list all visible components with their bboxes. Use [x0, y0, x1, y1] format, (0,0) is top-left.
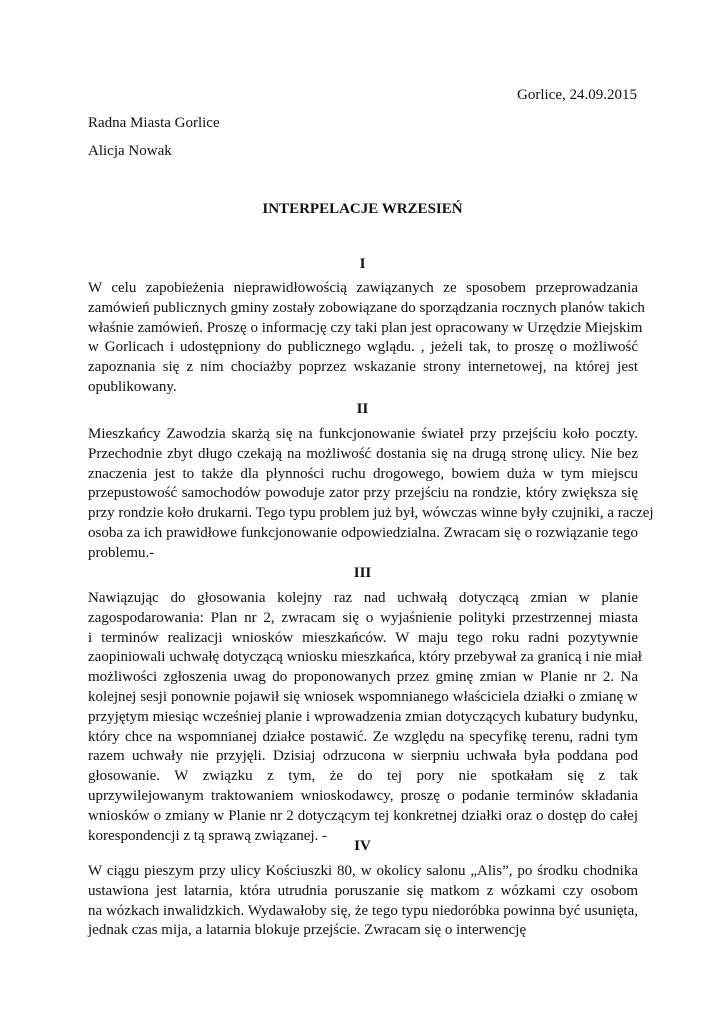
section-heading-4: IV — [354, 838, 371, 854]
author-name: Alicja Nowak — [88, 143, 172, 159]
paragraph-line: razem uchwały nie przyjęli. Dzisiaj odrzucona w sierpniu uchwała była poddana pod — [88, 748, 638, 765]
paragraph-line: Przechodnie zbyt długo czekają na możliwość dostania się na drugą stronę ulicy. Nie bez — [88, 445, 638, 462]
paragraph-line: osoba za ich prawidłowe funkcjonowanie odpowiedzialna. Zwracam się o rozwiązanie tego — [88, 524, 638, 541]
section-body-4 — [88, 862, 638, 941]
author-title: Radna Miasta Gorlice — [88, 115, 220, 131]
paragraph-line: jednak czas mija, a latarnia blokuje przejście. Zwracam się o interwencję — [88, 922, 527, 939]
paragraph-line: problemu.- — [88, 544, 155, 561]
paragraph-line: korespondencji z tą sprawą związanej. - — [88, 827, 328, 844]
paragraph-line: właśnie zamówień. Proszę o informację czy taki plan jest opracowany w Urzędzie Miejskim — [88, 319, 643, 336]
paragraph-line: i terminów realizacji wniosków mieszkańców. W maju tego roku radni pozytywnie — [88, 629, 638, 646]
paragraph-line: ustawiona jest latarnia, która utrudnia poruszanie się matkom z wózkami czy osobom — [88, 882, 638, 899]
paragraph-line: zagospodarowania: Plan nr 2, zwracam się o wyjaśnienie polityki przestrzennej miasta — [88, 609, 638, 626]
paragraph-line: przy rondzie koło drukarni. Tego typu problem już był, wówczas winne były czujniki, a raczej — [88, 505, 654, 522]
document-title: INTERPELACJE WRZESIEŃ — [262, 201, 463, 217]
paragraph-line: na wózkach inwalidzkich. Wydawałoby się, że tego typu niedoróbka powinna być usunięta, — [88, 902, 638, 919]
paragraph-line: W celu zapobieżenia nieprawidłowością zawiązanych ze sposobem przeprowadzania — [88, 280, 638, 296]
paragraph-line: kolejnej sesji ponownie pojawił się wniosek wspomnianego właściciela działki o zmianę w — [88, 688, 638, 705]
section-heading-3: III — [353, 565, 372, 581]
section-body-2 — [88, 425, 654, 564]
paragraph-line: przyjętym miesiąc wcześniej planie i wprowadzenia zmian dotyczących kubatury budynku, — [88, 708, 638, 725]
paragraph-line: Mieszkańcy Zawodzia skarżą się na funkcjonowanie świateł przy przejściu koło poczty. — [88, 426, 638, 442]
paragraph-line: w Gorlicach i udostępniony do publicznego wglądu. , jeżeli tak, to proszę o możliwość — [88, 339, 638, 356]
paragraph-line: głosowanie. W związku z tym, że do tej pory nie spotkałam się z tak — [88, 768, 638, 785]
paragraph-line: opublikowany. — [88, 378, 177, 395]
paragraph-line: możliwości zgłoszenia uwag do proponowanych przez gminę zmian w Planie nr 2. Na — [88, 669, 638, 686]
section-body-1 — [88, 279, 645, 398]
document-date: Gorlice, 24.09.2015 — [517, 87, 637, 103]
section-heading-2: II — [356, 401, 369, 417]
section-body-3 — [88, 589, 642, 846]
paragraph-line: wniosków o zmiany w Planie nr 2 dotyczącym tej konkretnej działki oraz o dostęp do całej — [88, 807, 638, 824]
paragraph-line: uprzywilejowanym traktowaniem wnioskodawcy, proszę o podanie terminów składania — [88, 787, 638, 804]
paragraph-line: znaczenia jest to także dla płynności ruchu drogowego, bowiem duża w tym miejscu — [88, 465, 638, 482]
paragraph-line: zaopiniowali uchwałę dotyczącą wniosku mieszkańca, który przebywał za granicą i nie miał — [88, 649, 642, 666]
paragraph-line: przepustowość samochodów powoduje zator przy przejściu na rondzie, który zwiększa się — [88, 485, 638, 502]
paragraph-line: zamówień publicznych gminy zostały zobowiązane do sporządzania rocznych planów takich — [88, 299, 645, 316]
paragraph-line: Nawiązując do głosowania kolejny raz nad uchwałą dotyczącą zmian w planie — [88, 590, 638, 606]
paragraph-line: który chce na wspomnianej działce postawić. Ze względu na specyfikę terenu, radni tym — [88, 728, 638, 745]
paragraph-line: zapoznania się z nim chociażby poprzez wskazanie strony internetowej, na której jest — [88, 359, 638, 376]
section-heading-1: I — [359, 256, 366, 272]
paragraph-line: W ciągu pieszym przy ulicy Kościuszki 80, w okolicy salonu „Alis”, po środku chodnika — [88, 863, 638, 879]
